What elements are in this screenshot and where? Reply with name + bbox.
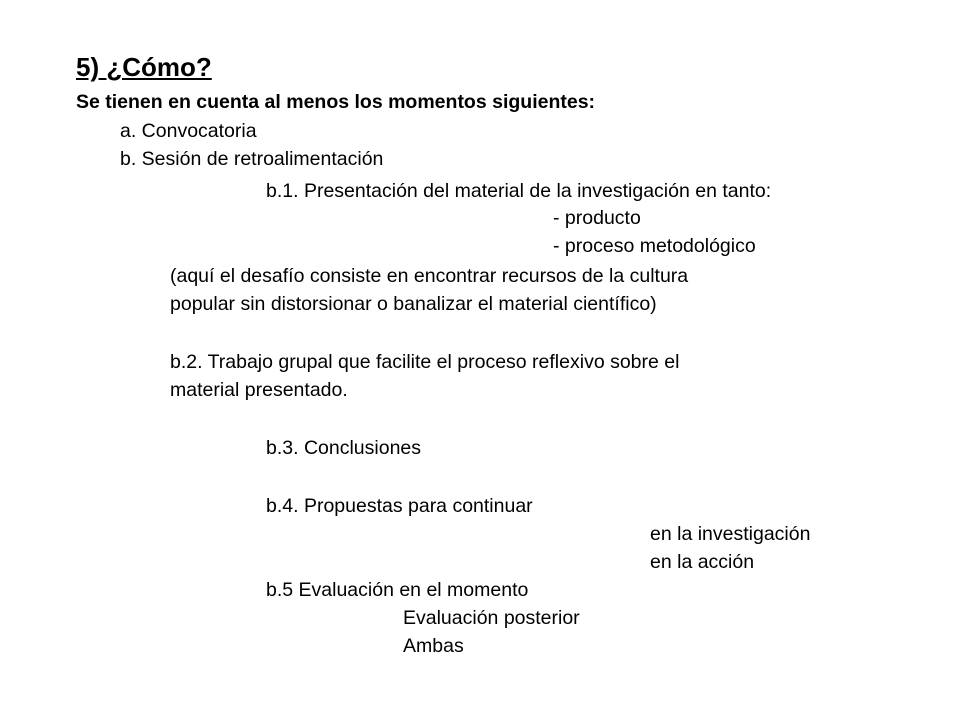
item-b2-line-1: b.2. Trabajo grupal que facilite el proceso reflexivo sobre el [170,351,680,373]
item-b1-presentacion: b.1. Presentación del material de la investigación en tanto: [266,180,772,202]
item-b5-evaluacion-momento: b.5 Evaluación en el momento [266,579,529,601]
item-b4-propuestas: b.4. Propuestas para continuar [266,495,533,517]
item-a-convocatoria: a. Convocatoria [120,120,257,142]
item-b4-investigacion: en la investigación [650,523,811,545]
item-b5-evaluacion-posterior: Evaluación posterior [403,607,580,629]
item-b1-proceso: - proceso metodológico [553,235,756,257]
item-b4-accion: en la acción [650,551,755,573]
slide-title: 5) ¿Cómo? [76,52,212,82]
slide-subtitle: Se tienen en cuenta al menos los momentos siguientes: [76,91,596,113]
item-b1-producto: - producto [553,207,641,229]
item-b3-conclusiones: b.3. Conclusiones [266,437,422,459]
note-line-1: (aquí el desafío consiste en encontrar recursos de la cultura [170,265,689,287]
item-b2-line-2: material presentado. [170,379,348,401]
item-b-sesion: b. Sesión de retroalimentación [120,148,384,170]
note-line-2: popular sin distorsionar o banalizar el material científico) [170,293,657,315]
item-b5-ambas: Ambas [403,635,464,657]
